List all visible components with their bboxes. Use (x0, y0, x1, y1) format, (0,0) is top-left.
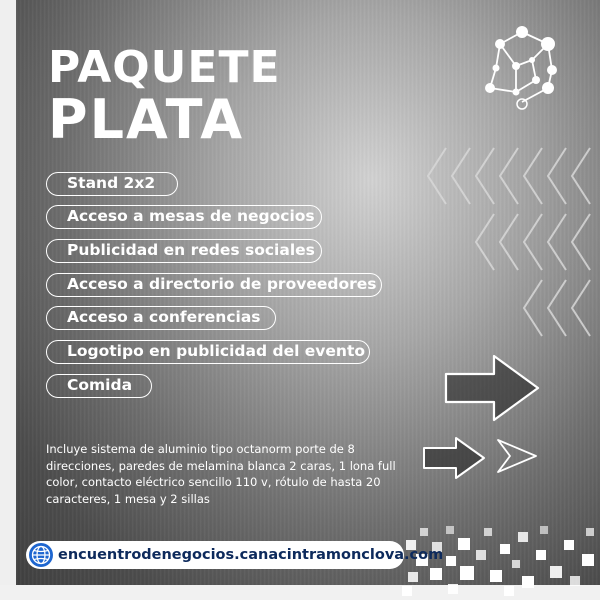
feature-conferences: Acceso a conferencias (46, 306, 276, 330)
large-arrow-icon (446, 356, 538, 420)
title-line-1: PAQUETE (48, 42, 281, 93)
globe-icon (28, 542, 54, 568)
title-line-2: PLATA (48, 88, 245, 151)
website-url-bar[interactable] (26, 541, 444, 569)
feature-food: Comida (46, 374, 152, 398)
feature-event-logo: Logotipo en publicidad del evento (46, 340, 370, 364)
feature-supplier-directory: Acceso a directorio de proveedores (46, 273, 382, 297)
chevron-pattern (428, 148, 590, 336)
package-description: Incluye sistema de aluminio tipo octanorm porte de 8 direcciones, paredes de melamina blanca 2 caras, 1 lona full color, contacto eléctrico sencillo 110 v, rótulo de hasta 20 caracteres, 1 mesa y 2 sillas (46, 442, 396, 506)
website-url[interactable]: encuentrodenegocios.canacintramonclova.com (58, 547, 444, 563)
feature-stand: Stand 2x2 (46, 172, 178, 196)
feature-business-tables: Acceso a mesas de negocios (46, 205, 322, 229)
small-arrow-icon (424, 438, 484, 478)
network-nodes-logo (478, 24, 568, 114)
feature-social-media: Publicidad en redes sociales (46, 239, 322, 263)
pointer-arrow-icon (498, 440, 536, 472)
